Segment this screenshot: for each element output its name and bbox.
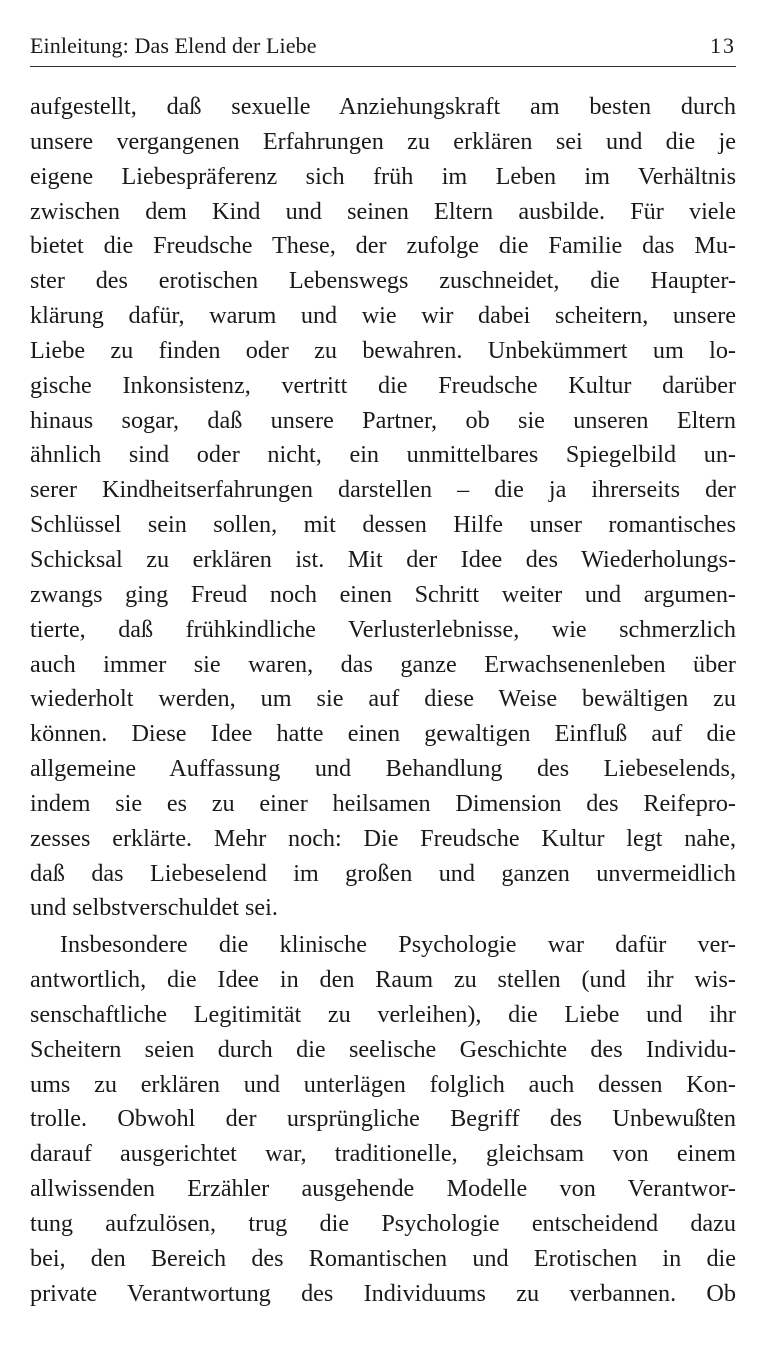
text-line: Schicksal zu erklären ist. Mit der Idee des Wiederholungs- — [30, 545, 736, 573]
text-line: Schlüssel sein sollen, mit dessen Hilfe unser romantisches — [30, 511, 736, 539]
chapter-title: Einleitung: Das Elend der Liebe — [30, 33, 317, 58]
text-line: daß das Liebeselend im großen und ganzen unvermeidlich — [30, 859, 736, 887]
text-line: ster des erotischen Lebenswegs zuschneidet, die Haupter- — [30, 267, 736, 295]
text-line: wiederholt werden, um sie auf diese Weise bewältigen zu — [30, 685, 736, 713]
text-line: private Verantwortung des Individuums zu verbannen. Ob — [30, 1279, 736, 1307]
text-line: klärung dafür, warum und wie wir dabei scheitern, unsere — [30, 302, 736, 330]
text-line: allwissenden Erzähler ausgehende Modelle von Verantwor- — [30, 1175, 736, 1203]
text-line: trolle. Obwohl der ursprüngliche Begriff des Unbewußten — [30, 1105, 736, 1133]
text-line: senschaftliche Legitimität zu verleihen), die Liebe und ihr — [30, 1000, 736, 1028]
paragraph — [30, 90, 736, 926]
text-line: antwortlich, die Idee in den Raum zu stellen (und ihr wis- — [30, 966, 736, 994]
text-line: gische Inkonsistenz, vertritt die Freudsche Kultur darüber — [30, 371, 736, 399]
body-text — [30, 90, 736, 1312]
text-line: zesses erklärte. Mehr noch: Die Freudsche Kultur legt nahe, — [30, 824, 736, 852]
text-line: allgemeine Auffassung und Behandlung des Liebeselends, — [30, 755, 736, 783]
running-header — [30, 30, 736, 67]
text-line: ums zu erklären und unterlägen folglich auch dessen Kon- — [30, 1070, 736, 1098]
text-line: auch immer sie waren, das ganze Erwachsenenleben über — [30, 650, 736, 678]
text-line: unsere vergangenen Erfahrungen zu erklären sei und die je — [30, 127, 736, 155]
text-line: Scheitern seien durch die seelische Geschichte des Individu- — [30, 1035, 736, 1063]
text-line: bei, den Bereich des Romantischen und Erotischen in die — [30, 1244, 736, 1272]
text-line: indem sie es zu einer heilsamen Dimension des Reifepro- — [30, 789, 736, 817]
text-line: aufgestellt, daß sexuelle Anziehungskraft am besten durch — [30, 93, 736, 120]
text-line: und selbstverschuldet sei. — [30, 894, 278, 922]
text-line: Liebe zu finden oder zu bewahren. Unbekümmert um lo- — [30, 336, 736, 364]
text-line: tierte, daß frühkindliche Verlusterlebnisse, wie schmerzlich — [30, 615, 736, 643]
book-page — [30, 0, 736, 1362]
text-line: serer Kindheitserfahrungen darstellen – die ja ihrerseits der — [30, 476, 736, 504]
text-line: Insbesondere die klinische Psychologie war dafür ver- — [60, 931, 736, 959]
text-line: können. Diese Idee hatte einen gewaltigen Einfluß auf die — [30, 720, 736, 748]
text-line: bietet die Freudsche These, der zufolge die Familie das Mu- — [30, 232, 736, 260]
text-line: ähnlich sind oder nicht, ein unmittelbares Spiegelbild un- — [30, 441, 736, 469]
text-line: tung aufzulösen, trug die Psychologie entscheidend dazu — [30, 1210, 736, 1237]
text-line: eigene Liebespräferenz sich früh im Leben im Verhältnis — [30, 162, 736, 190]
paragraph — [30, 928, 736, 1311]
text-line: zwischen dem Kind und seinen Eltern ausbilde. Für viele — [30, 197, 736, 225]
text-line: zwangs ging Freud noch einen Schritt weiter und argumen- — [30, 580, 736, 608]
text-line: darauf ausgerichtet war, traditionelle, gleichsam von einem — [30, 1140, 736, 1168]
text-line: hinaus sogar, daß unsere Partner, ob sie unseren Eltern — [30, 406, 736, 434]
page-number: 13 — [710, 33, 736, 58]
